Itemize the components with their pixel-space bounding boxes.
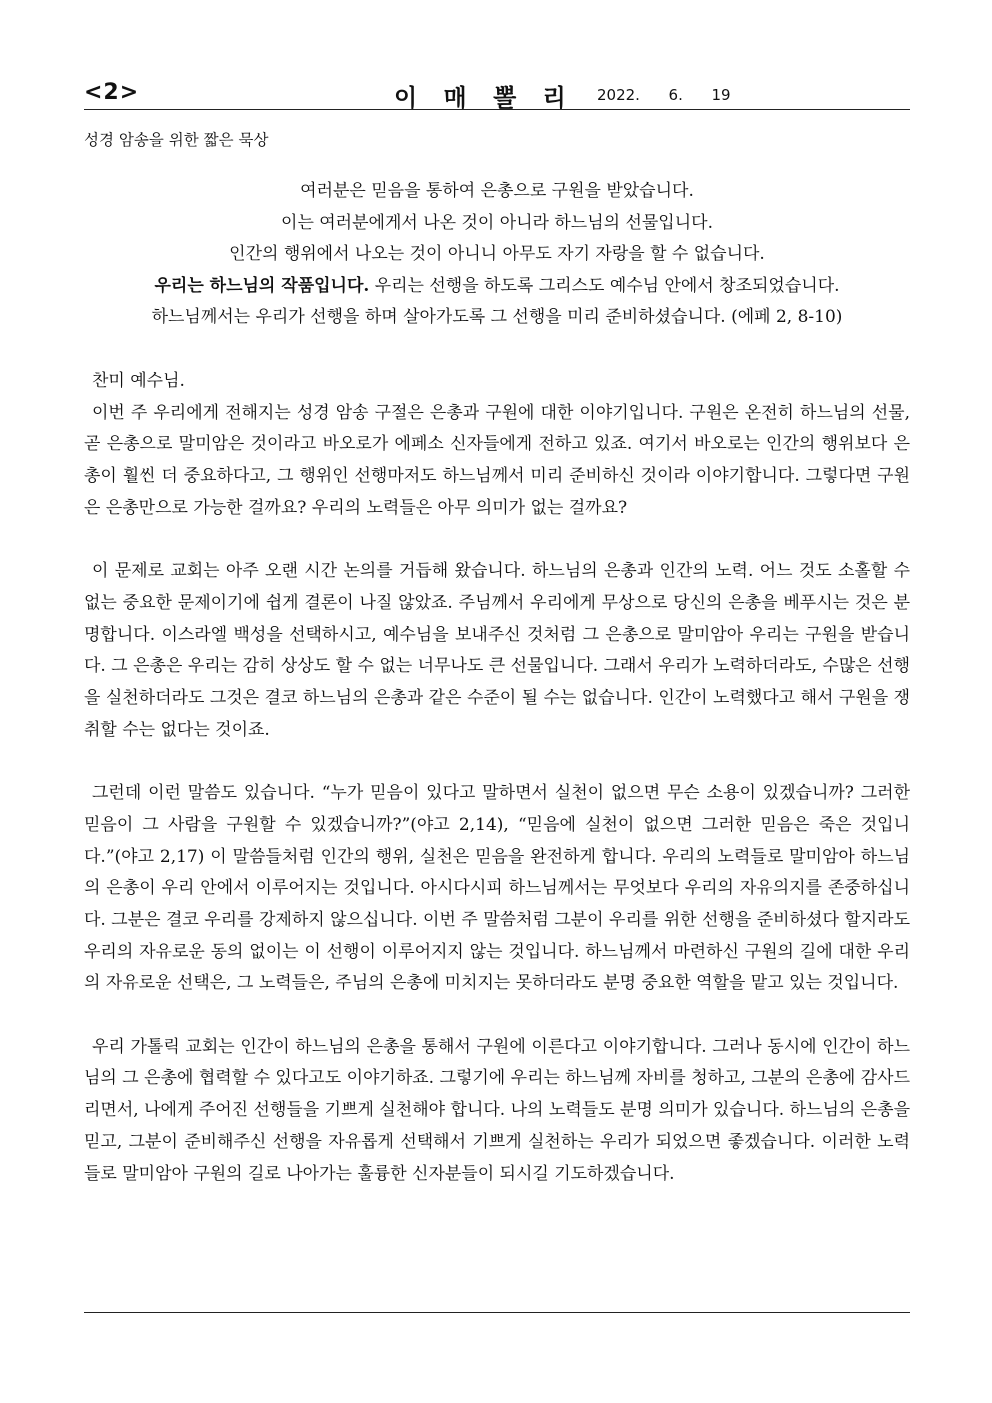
verse-line: 이는 여러분에게서 나온 것이 아니라 하느님의 선물입니다. xyxy=(281,212,713,233)
verse-line: 인간의 행위에서 나오는 것이 아니니 아무도 자기 자랑을 할 수 없습니다. xyxy=(229,244,765,264)
section-subtitle: 성경 암송을 위한 짧은 묵상 xyxy=(84,131,269,149)
paragraph: 그런데 이런 말씀도 있습니다. “누가 믿음이 있다고 말하면서 실천이 없으면 무슨 소용이 있겠습니까? 그러한 믿음이 그 사람을 구원할 수 있겠습니까?”(야고 2,14), “믿음에 실천이 없으면 그러한 믿음은 죽은 것입니다.”(야고 2,17) 이 말씀들처럼 인간의 행위, 실천은 믿음을 완전하게 합니다. 우리의 노력들로 말미암아 하느님의 은총이 우리 안에서 이루어지는 것입니다. 아시다시피 하느님께서는 무엇보다 우리의 자유의지를 존중하십니다. 그분은 결코 우리를 강제하지 않으십니다. 이번 주 말씀처럼 그분이 우리를 위한 선행을 준비하셨다 할지라도 우리의 자유로운 동의 없이는 이 선행이 이루어지지 않는 것입니다. 하느님께서 마련하신 구원의 길에 대한 우리의 자유로운 선택은, 그 노력들은, 주님의 은총에 미치지는 못하더라도 분명 중요한 역할을 맡고 있는 것입니다. xyxy=(84,783,910,994)
footer-divider xyxy=(84,1312,910,1313)
paragraph: 우리 가톨릭 교회는 인간이 하느님의 은총을 통해서 구원에 이른다고 이야기합니다. 그러나 동시에 인간이 하느님의 그 은총에 협력할 수 있다고도 이야기하죠. 그렇기에 우리는 하느님께 자비를 청하고, 그분의 은총에 감사드리면서, 나에게 주어진 선행들을 기쁘게 실천해야 합니다. 나의 노력들도 분명 의미가 있습니다. 하느님의 은총을 믿고, 그분이 준비해주신 선행을 자유롭게 선택해서 기쁘게 실천하는 우리가 되었으면 좋겠습니다. 이러한 노력들로 말미암아 구원의 길로 나아가는 훌륭한 신자분들이 되시길 기도하겠습니다. xyxy=(84,1036,910,1184)
issue-date: 2022. 6. 19 xyxy=(597,86,731,104)
verse-emphasis: 우리는 하느님의 작품입니다. xyxy=(154,275,370,296)
verse-line-citation: 하느님께서는 우리가 선행을 하며 살아가도록 그 선행을 미리 준비하셨습니다. (에페 2, 8-10) xyxy=(151,307,843,327)
page-header xyxy=(84,78,910,110)
scripture-verse xyxy=(84,176,910,334)
page-number: <2> xyxy=(84,80,140,105)
verse-line xyxy=(84,271,910,303)
verse-line: 여러분은 믿음을 통하여 은총으로 구원을 받았습니다. xyxy=(300,181,694,201)
header-divider xyxy=(84,109,910,110)
greeting: 찬미 예수님. xyxy=(92,371,185,391)
paragraph-gap xyxy=(84,525,910,557)
bulletin-title: 이 매 뽈 리 xyxy=(394,84,575,112)
verse-line-rest: 우리는 선행을 하도록 그리스도 예수님 안에서 창조되었습니다. xyxy=(369,275,840,296)
paragraph-gap xyxy=(84,1000,910,1032)
meditation-body xyxy=(84,366,910,1190)
paragraph-gap xyxy=(84,746,910,778)
paragraph: 이 문제로 교회는 아주 오랜 시간 논의를 거듭해 왔습니다. 하느님의 은총과 인간의 노력. 어느 것도 소홀할 수 없는 중요한 문제이기에 쉽게 결론이 나질 않았죠. 주님께서 우리에게 무상으로 당신의 은총을 베푸시는 것은 분명합니다. 이스라엘 백성을 선택하시고, 예수님을 보내주신 것처럼 그 은총으로 말미암아 우리는 구원을 받습니다. 그 은총은 우리는 감히 상상도 할 수 없는 너무나도 큰 선물입니다. 그래서 우리가 노력하더라도, 수많은 선행을 실천하더라도 그것은 결코 하느님의 은총과 같은 수준이 될 수는 없습니다. 인간이 노력했다고 해서 구원을 쟁취할 수는 없다는 것이죠. xyxy=(84,561,910,740)
paragraph: 이번 주 우리에게 전해지는 성경 암송 구절은 은총과 구원에 대한 이야기입니다. 구원은 온전히 하느님의 선물, 곧 은총으로 말미암은 것이라고 바오로가 에페소 신자들에게 전하고 있죠. 여기서 바오로는 인간의 행위보다 은총이 훨씬 더 중요하다고, 그 행위인 선행마저도 하느님께서 미리 준비하신 것이라 이야기합니다. 그렇다면 구원은 은총만으로 가능한 걸까요? 우리의 노력들은 아무 의미가 없는 걸까요? xyxy=(84,402,910,518)
